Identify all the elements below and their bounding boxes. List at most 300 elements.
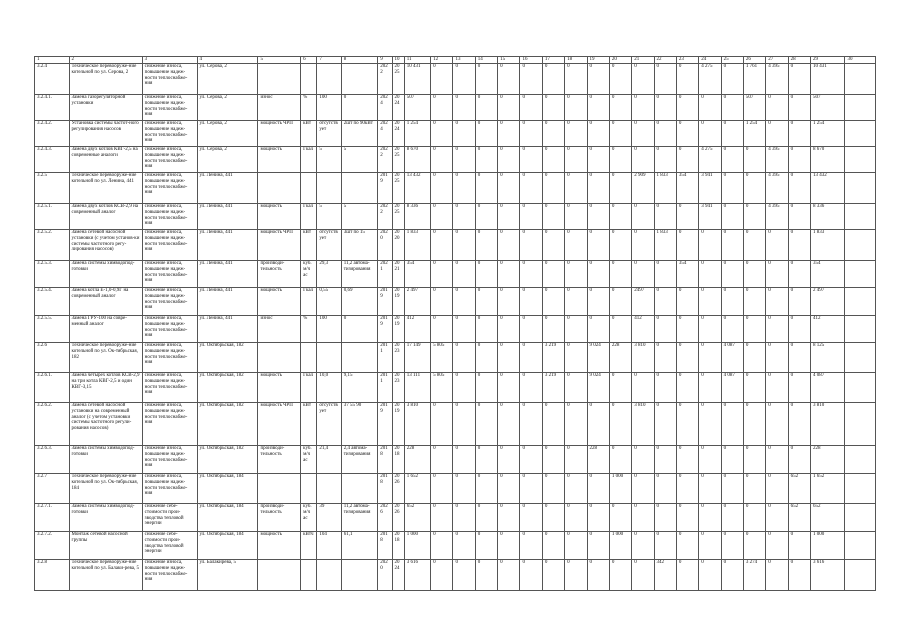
table-cell: 5 805 [431, 373, 453, 403]
table-cell: 0 [453, 204, 475, 230]
table-cell: снижение износа, повышение надеж-ности теплоснабже-ния [142, 121, 197, 147]
table-cell: 0 [475, 261, 497, 288]
table-cell: 0 [609, 95, 631, 121]
table-cell: 0 [587, 288, 609, 316]
table-cell: 342 [654, 560, 676, 591]
table-cell: Замена газорегуляторной установки [69, 95, 142, 121]
table-cell: 0 [676, 343, 698, 373]
table-cell: 0 [565, 261, 587, 288]
table-cell: 2011 [378, 373, 392, 403]
table-cell: 0 [520, 95, 542, 121]
table-cell: 5 [341, 147, 378, 173]
column-number-row [35, 57, 876, 64]
table-cell: 0 [475, 95, 497, 121]
table-cell: 0 [520, 204, 542, 230]
table-cell: 0 [721, 95, 743, 121]
table-cell: 0 [743, 288, 765, 316]
column-number-cell: 15 [498, 57, 520, 64]
table-cell: 0 [565, 316, 587, 343]
column-number-cell: 10 [392, 57, 404, 64]
table-cell: 0 [788, 532, 810, 560]
table-cell: 228 [609, 343, 631, 373]
table-cell: 0 [721, 121, 743, 147]
table-cell [341, 343, 378, 373]
table-cell: 0 [431, 64, 453, 95]
table-cell: 0 [632, 95, 654, 121]
table-cell: 0 [453, 446, 475, 474]
table-cell: 0 [743, 373, 765, 403]
table-cell: 3.2.4.1. [35, 95, 70, 121]
table-cell: 0 [565, 474, 587, 504]
table-cell: 0 [788, 95, 810, 121]
table-cell: 0 [587, 316, 609, 343]
table-cell: 0 [654, 474, 676, 504]
column-number-cell: 4 [197, 57, 258, 64]
column-number-cell: 17 [542, 57, 564, 64]
table-cell: 0 [520, 403, 542, 446]
table-cell [845, 147, 876, 173]
table-cell: 10 431 [404, 64, 430, 95]
table-cell [317, 343, 341, 373]
table-cell: 0 [431, 288, 453, 316]
table-cell: кВт [301, 230, 317, 261]
table-cell: 0 [654, 532, 676, 560]
table-cell: Техническое перевооруже-ние котельной по ул. Ленина, 441 [69, 173, 142, 204]
table-cell: 0 [453, 64, 475, 95]
table-cell: 0 [453, 288, 475, 316]
table-cell: 0 [609, 261, 631, 288]
table-cell: 0 [632, 121, 654, 147]
table-cell: 1 833 [810, 230, 845, 261]
table-cell: снижение износа, повышение надеж-ности теплоснабже-ния [142, 204, 197, 230]
table-cell: 0 [565, 504, 587, 532]
table-cell: 0 [699, 504, 721, 532]
table-cell: 0 [475, 204, 497, 230]
table-cell: 0 [453, 403, 475, 446]
table-cell: 0 [565, 147, 587, 173]
column-number-cell: 12 [431, 57, 453, 64]
table-cell: 228 [810, 446, 845, 474]
table-row [35, 230, 876, 261]
table-cell: 3.2.4.2. [35, 121, 70, 147]
table-cell: 0 [431, 403, 453, 446]
table-cell: 0 [721, 147, 743, 173]
table-cell: 0 [520, 373, 542, 403]
table-cell: 0 [520, 532, 542, 560]
table-cell: ул. Октябрьская, 182 [197, 343, 258, 373]
table-cell: 0 [431, 446, 453, 474]
table-cell: 3 616 [404, 560, 430, 591]
table-cell: 0 [453, 532, 475, 560]
table-cell: 0 [520, 560, 542, 591]
table-cell: 0 [565, 403, 587, 446]
table-cell: 8 670 [404, 147, 430, 173]
column-number-cell: 19 [587, 57, 609, 64]
table-cell [845, 343, 876, 373]
table-cell: 3.2.5 [35, 173, 70, 204]
table-cell: 0 [542, 121, 564, 147]
table-cell [317, 64, 341, 95]
table-cell: 0 [609, 373, 631, 403]
table-cell: 100 [317, 95, 341, 121]
table-cell: 2018 [392, 446, 404, 474]
table-cell: 0 [431, 121, 453, 147]
table-cell: 0 [743, 532, 765, 560]
table-cell: Замена котла Е-1,0-0,9Г на современный аналог [69, 288, 142, 316]
table-cell: 4 087 [721, 373, 743, 403]
table-cell: 0 [542, 288, 564, 316]
table-cell: 0 [431, 173, 453, 204]
table-cell: 17 149 [404, 343, 430, 373]
table-cell: снижение износа, повышение надеж-ности теплоснабже-ния [142, 64, 197, 95]
table-cell: 0 [587, 173, 609, 204]
table-cell: 0 [609, 446, 631, 474]
table-cell: 0 [542, 560, 564, 591]
table-cell: 0 [699, 560, 721, 591]
table-cell: 507 [743, 95, 765, 121]
column-number-cell: 25 [721, 57, 743, 64]
table-cell: 1 761 [743, 64, 765, 95]
table-cell: 0 [475, 288, 497, 316]
table-cell: 0 [743, 446, 765, 474]
table-cell: Замена ГРУ-100 на совре-менный аналог [69, 316, 142, 343]
table-cell: 0 [676, 121, 698, 147]
table-cell [258, 173, 301, 204]
table-cell: производи-тельность [258, 446, 301, 474]
table-cell: 0 [699, 532, 721, 560]
table-cell: 0 [632, 261, 654, 288]
table-row [35, 121, 876, 147]
table-cell: 3шт по 15 [341, 230, 378, 261]
table-cell: 0 [475, 230, 497, 261]
table-cell: 0 [609, 560, 631, 591]
table-cell: 5 [317, 204, 341, 230]
table-cell: Замена двух котлов КСВ-2,9 на современный аналог [69, 204, 142, 230]
table-cell: 0 [453, 560, 475, 591]
table-cell: 0 [453, 121, 475, 147]
table-cell: 0 [498, 373, 520, 403]
table-cell [845, 504, 876, 532]
table-cell: 0 [699, 261, 721, 288]
table-cell: 0 [475, 373, 497, 403]
column-number-cell: 2 [69, 57, 142, 64]
table-cell: 0 [520, 288, 542, 316]
table-cell: 0 [475, 560, 497, 591]
column-number-cell: 11 [404, 57, 430, 64]
table-cell: 0 [609, 316, 631, 343]
table-cell: ул. Ленина, 441 [197, 204, 258, 230]
table-cell: 0 [498, 204, 520, 230]
table-cell: 354 [676, 261, 698, 288]
table-cell: 0 [475, 147, 497, 173]
table-cell: ул. Ленина, 441 [197, 261, 258, 288]
table-cell: 2024 [378, 95, 392, 121]
table-cell: кВт [301, 403, 317, 446]
table-cell: 0 [565, 446, 587, 474]
table-cell: мощность [258, 147, 301, 173]
table-cell [845, 560, 876, 591]
table-cell: 3 941 [699, 204, 721, 230]
table-cell: Гкал [301, 288, 317, 316]
table-cell: 2 497 [404, 288, 430, 316]
table-cell: 0 [587, 95, 609, 121]
table-cell: 0 [743, 204, 765, 230]
column-number-cell: 23 [676, 57, 698, 64]
table-cell: 0 [498, 173, 520, 204]
table-cell: 4 395 [766, 147, 788, 173]
table-cell: 0 [587, 261, 609, 288]
table-cell: 0 [766, 121, 788, 147]
table-cell: 2024 [392, 121, 404, 147]
table-cell: 1 833 [404, 230, 430, 261]
table-cell: 5 [317, 147, 341, 173]
table-cell: 0 [676, 446, 698, 474]
table-row [35, 474, 876, 504]
table-cell: 0 [766, 288, 788, 316]
table-cell: 0 [766, 373, 788, 403]
table-cell: 8 125 [810, 343, 845, 373]
table-cell: 0 [565, 64, 587, 95]
table-cell: 0 [475, 504, 497, 532]
table-cell: 0 [609, 173, 631, 204]
column-number-cell: 24 [699, 57, 721, 64]
table-cell [317, 560, 341, 591]
table-cell: 2019 [392, 288, 404, 316]
table-cell: 0 [565, 121, 587, 147]
table-cell: 4 395 [766, 204, 788, 230]
table-cell [845, 532, 876, 560]
table-cell: 0 [431, 204, 453, 230]
table-cell: 2023 [392, 373, 404, 403]
table-cell: 0 [565, 204, 587, 230]
table-cell: 0 [721, 64, 743, 95]
table-cell: 0 [699, 474, 721, 504]
table-cell: 0 [721, 230, 743, 261]
table-cell: 0 [565, 288, 587, 316]
table-cell: 0 [766, 560, 788, 591]
table-cell: 0 [632, 230, 654, 261]
table-cell: ул. Октябрьская, 184 [197, 532, 258, 560]
table-cell: 0 [788, 560, 810, 591]
table-cell: 0 [453, 316, 475, 343]
table-cell: 0 [788, 446, 810, 474]
table-cell: мощность [258, 373, 301, 403]
table-cell: Замена системы химводопод-готовки [69, 504, 142, 532]
table-row [35, 504, 876, 532]
table-cell: 0 [743, 173, 765, 204]
table-cell: куб.м/ч ас [301, 261, 317, 288]
table-cell: 0 [654, 316, 676, 343]
table-cell: 0 [721, 173, 743, 204]
table-cell: 0 [721, 474, 743, 504]
table-cell: 4 275 [699, 147, 721, 173]
table-row [35, 446, 876, 474]
table-cell: отсутствует [317, 403, 341, 446]
table-cell: 0 [587, 121, 609, 147]
table-cell: 0 [766, 532, 788, 560]
table-cell: 0 [453, 173, 475, 204]
table-cell: 0 [587, 230, 609, 261]
table-cell: 0 [699, 446, 721, 474]
table-cell: 2011 [378, 343, 392, 373]
table-cell: Гкал [301, 147, 317, 173]
table-cell: Монтаж сетевой насосной группы [69, 532, 142, 560]
table-cell: 2020 [378, 230, 392, 261]
table-cell: 3.2.5.1. [35, 204, 70, 230]
table-cell [301, 343, 317, 373]
table-cell: 0 [766, 446, 788, 474]
table-cell: мощность ЧРП [258, 121, 301, 147]
table-cell: 0 [654, 95, 676, 121]
table-cell: Замена двух котлов КВГ-2,5 на современные аналоги [69, 147, 142, 173]
table-cell: Гкал [301, 373, 317, 403]
table-cell: 8 336 [810, 204, 845, 230]
table-cell: 1 254 [743, 121, 765, 147]
table-row [35, 532, 876, 560]
table-cell: 0 [766, 474, 788, 504]
table-cell: 0 [542, 316, 564, 343]
table-cell: 0 [520, 474, 542, 504]
table-cell: 0 [699, 95, 721, 121]
table-cell [301, 560, 317, 591]
table-cell: 21,4 [317, 446, 341, 474]
table-cell: 0 [475, 403, 497, 446]
table-cell: 0 [699, 373, 721, 403]
table-cell: 0 [587, 147, 609, 173]
table-cell [845, 64, 876, 95]
table-cell: 0 [520, 147, 542, 173]
table-cell [258, 474, 301, 504]
table-cell: снижение износа, повышение надеж-ности теплоснабже-ния [142, 95, 197, 121]
table-cell: 1 000 [404, 532, 430, 560]
table-cell: 10 431 [810, 64, 845, 95]
table-cell [845, 316, 876, 343]
table-cell [845, 474, 876, 504]
table-cell: мощность [258, 532, 301, 560]
table-cell: 3.2.4 [35, 64, 70, 95]
table-row [35, 147, 876, 173]
table-cell: 0 [520, 343, 542, 373]
table-cell: снижение износа, повышение надеж-ности теплоснабже-ния [142, 474, 197, 504]
table-cell: 2026 [392, 474, 404, 504]
table-cell: 0 [654, 288, 676, 316]
table-row [35, 95, 876, 121]
column-number-cell: 16 [520, 57, 542, 64]
table-cell [301, 173, 317, 204]
table-cell: Техническое перевооруже-ние котельной по ул. Балаки-рева, 5 [69, 560, 142, 591]
table-cell: 0 [676, 316, 698, 343]
table-cell: снижение износа, повышение надеж-ности теплоснабже-ния [142, 373, 197, 403]
table-cell: 0 [475, 64, 497, 95]
table-cell: мощность ЧРП [258, 403, 301, 446]
table-cell [845, 261, 876, 288]
table-cell: снижение износа, повышение надеж-ности теплоснабже-ния [142, 230, 197, 261]
table-cell: 2019 [378, 173, 392, 204]
table-cell: 0 [632, 560, 654, 591]
table-cell: 0 [498, 532, 520, 560]
column-number-cell: 9 [378, 57, 392, 64]
table-cell: 0 [788, 230, 810, 261]
table-cell: 0 [453, 147, 475, 173]
table-cell: 0 [498, 343, 520, 373]
table-cell: 354 [404, 261, 430, 288]
table-cell: 0 [475, 316, 497, 343]
table-cell: 29,3 [317, 261, 341, 288]
table-cell: 3 219 [542, 343, 564, 373]
table-cell: 2018 [378, 446, 392, 474]
table-cell [845, 173, 876, 204]
table-cell: 0 [788, 147, 810, 173]
table-cell: 2022 [378, 147, 392, 173]
table-cell: 0 [587, 474, 609, 504]
table-cell [317, 474, 341, 504]
table-cell: снижение износа, повышение надеж-ности теплоснабже-ния [142, 316, 197, 343]
table-cell: 0 [431, 316, 453, 343]
table-cell: 0 [788, 288, 810, 316]
table-cell: 0 [654, 446, 676, 474]
table-cell: ул. Ленина, 441 [197, 230, 258, 261]
table-cell: 0 [654, 121, 676, 147]
table-cell: Техническое перевооруже-ние котельной по ул. Ок-тябрьская, 182 [69, 343, 142, 373]
table-cell: 3.2.5.2. [35, 230, 70, 261]
table-cell: 0 [587, 64, 609, 95]
column-number-cell: 29 [810, 57, 845, 64]
table-cell: 0 [766, 343, 788, 373]
table-cell: отсутствует [317, 230, 341, 261]
table-cell: 0 [542, 64, 564, 95]
table-cell: Замена сетевой насосной установки на современный аналог (с учетом установки системы частотного регули-рования насосов) [69, 403, 142, 446]
table-cell: 0 [431, 147, 453, 173]
table-cell: 2019 [392, 316, 404, 343]
table-cell: 5 [341, 204, 378, 230]
table-cell: 0 [431, 560, 453, 591]
table-cell: 0 [676, 95, 698, 121]
table-cell: 2024 [392, 95, 404, 121]
table-cell: 0 [676, 373, 698, 403]
table-cell [258, 560, 301, 591]
table-cell: 0 [676, 64, 698, 95]
table-cell: 412 [810, 316, 845, 343]
table-cell: 0 [699, 288, 721, 316]
table-cell: 0 [721, 446, 743, 474]
table-cell: 2 909 [632, 173, 654, 204]
table-cell: 0 [453, 261, 475, 288]
table-cell: 3.2.4.3. [35, 147, 70, 173]
table-cell: 0 [632, 373, 654, 403]
table-cell: 8 670 [810, 147, 845, 173]
table-cell: 0 [609, 121, 631, 147]
table-cell: 0 [498, 446, 520, 474]
table-cell: 2025 [392, 147, 404, 173]
table-cell: 0 [743, 504, 765, 532]
table-cell: ул. Балакирева, 5 [197, 560, 258, 591]
table-cell [258, 343, 301, 373]
table-cell [301, 474, 317, 504]
table-cell: 0 [520, 230, 542, 261]
table-cell: 0 [453, 474, 475, 504]
table-cell: 0 [498, 403, 520, 446]
column-number-cell: 14 [475, 57, 497, 64]
table-cell: 0 [632, 147, 654, 173]
table-cell: 652 [788, 504, 810, 532]
table-cell: 4 395 [766, 64, 788, 95]
table-cell: 1 000 [609, 532, 631, 560]
table-cell: 0 [542, 504, 564, 532]
column-number-cell: 7 [317, 57, 341, 64]
table-cell: мощность [258, 204, 301, 230]
table-cell: 5 805 [431, 343, 453, 373]
table-cell: 0 [676, 288, 698, 316]
